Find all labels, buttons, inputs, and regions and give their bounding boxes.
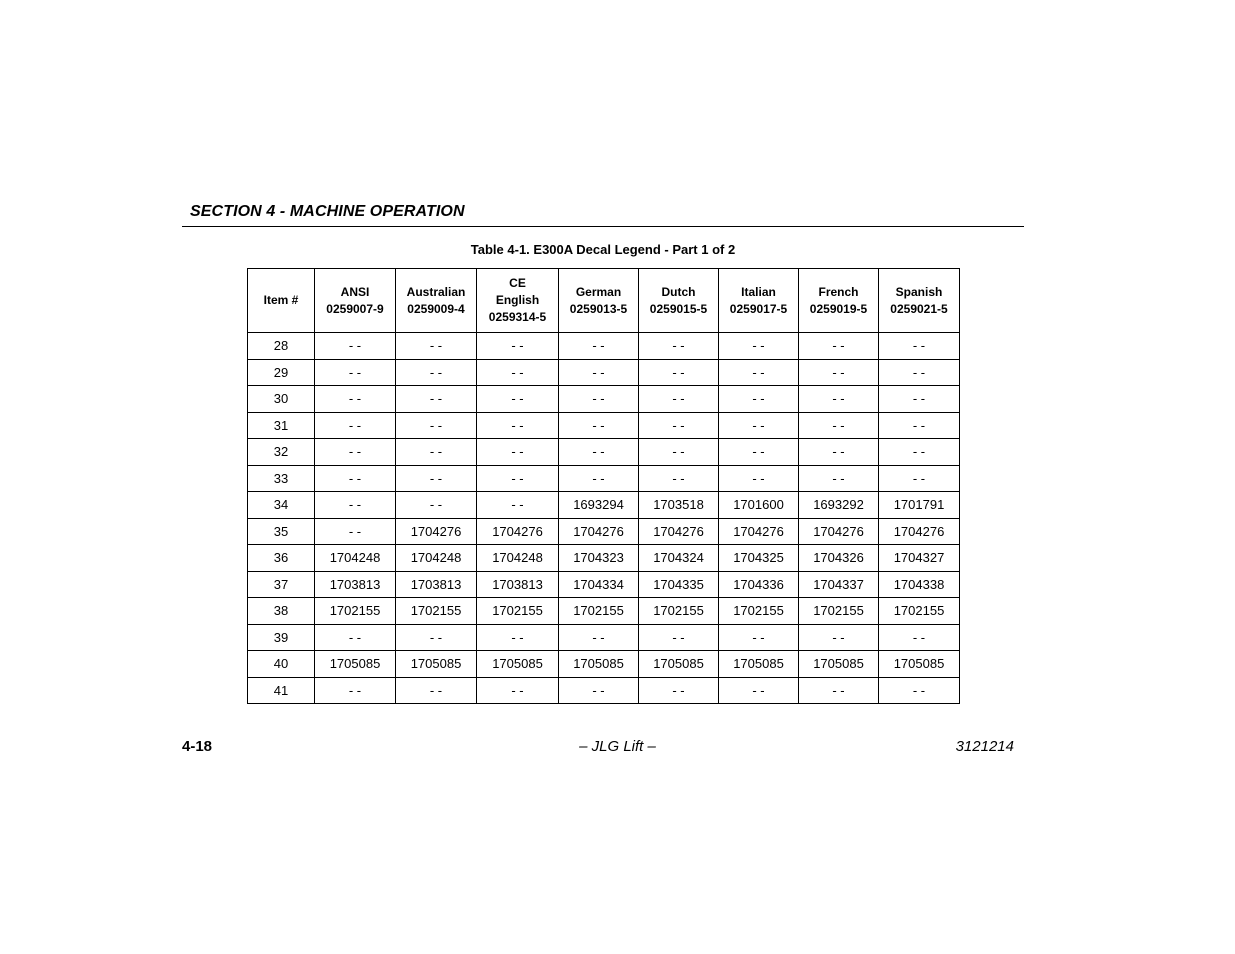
decal-number-cell: - - [396, 465, 477, 492]
column-header [719, 269, 799, 333]
decal-number-cell: - - [879, 439, 960, 466]
decal-number-cell: 1703813 [477, 571, 559, 598]
item-number-cell: 28 [248, 333, 315, 360]
decal-number-cell: - - [477, 439, 559, 466]
decal-number-cell: 1702155 [477, 598, 559, 625]
decal-number-cell: - - [639, 359, 719, 386]
decal-number-cell: 1704276 [639, 518, 719, 545]
decal-number-cell: 1705085 [396, 651, 477, 678]
column-header-line2: 0259009-4 [407, 301, 465, 316]
decal-number-cell: - - [396, 412, 477, 439]
column-header-item [248, 269, 315, 333]
item-number-cell: 40 [248, 651, 315, 678]
decal-number-cell: 1702155 [639, 598, 719, 625]
table-row [248, 492, 960, 519]
decal-number-cell: - - [639, 333, 719, 360]
item-number-cell: 38 [248, 598, 315, 625]
item-number-cell: 31 [248, 412, 315, 439]
decal-number-cell: - - [559, 412, 639, 439]
decal-number-cell: - - [315, 624, 396, 651]
item-number-cell: 35 [248, 518, 315, 545]
decal-number-cell: 1704324 [639, 545, 719, 572]
decal-number-cell: - - [477, 333, 559, 360]
decal-legend-table [247, 268, 960, 704]
decal-number-cell: - - [477, 677, 559, 704]
decal-number-cell: 1705085 [719, 651, 799, 678]
section-title: SECTION 4 - MACHINE OPERATION [190, 203, 465, 220]
column-header-line1: Spanish [895, 284, 943, 299]
column-header-line1: ANSI [340, 284, 370, 299]
decal-number-cell: - - [799, 439, 879, 466]
decal-number-cell: - - [639, 386, 719, 413]
decal-number-cell: - - [559, 677, 639, 704]
decal-number-cell: 1704276 [879, 518, 960, 545]
decal-number-cell: 1705085 [477, 651, 559, 678]
decal-number-cell: 1702155 [396, 598, 477, 625]
decal-number-cell: - - [879, 386, 960, 413]
table-row [248, 518, 960, 545]
decal-number-cell: - - [719, 333, 799, 360]
decal-number-cell: - - [477, 492, 559, 519]
table-row [248, 439, 960, 466]
decal-number-cell: 1702155 [719, 598, 799, 625]
decal-number-cell: 1704336 [719, 571, 799, 598]
decal-number-cell: 1702155 [879, 598, 960, 625]
table-row [248, 598, 960, 625]
document-number: 3121214 [955, 738, 1014, 755]
decal-number-cell: 1704326 [799, 545, 879, 572]
decal-number-cell: - - [315, 439, 396, 466]
item-number-cell: 39 [248, 624, 315, 651]
decal-number-cell: - - [799, 333, 879, 360]
column-header-line2: 0259007-9 [326, 301, 384, 316]
table-row [248, 333, 960, 360]
decal-number-cell: - - [719, 386, 799, 413]
decal-number-cell: 1704338 [879, 571, 960, 598]
column-header-line2: 0259021-5 [890, 301, 948, 316]
decal-number-cell: - - [315, 518, 396, 545]
decal-number-cell: - - [315, 359, 396, 386]
decal-number-cell: - - [396, 359, 477, 386]
decal-number-cell: - - [879, 624, 960, 651]
item-number-cell: 34 [248, 492, 315, 519]
column-header [799, 269, 879, 333]
decal-number-cell: 1701600 [719, 492, 799, 519]
decal-number-cell: - - [719, 439, 799, 466]
column-header-line2: 0259019-5 [809, 301, 868, 316]
decal-number-cell: 1702155 [559, 598, 639, 625]
decal-number-cell: - - [477, 386, 559, 413]
decal-number-cell: - - [719, 359, 799, 386]
column-header [879, 269, 960, 333]
decal-number-cell: 1704248 [477, 545, 559, 572]
footer-center-text: – JLG Lift – [579, 738, 656, 755]
column-header-line2: English [495, 293, 540, 307]
decal-number-cell: - - [559, 359, 639, 386]
column-header [396, 269, 477, 333]
table-row [248, 465, 960, 492]
decal-number-cell: 1704248 [315, 545, 396, 572]
decal-number-cell: - - [559, 439, 639, 466]
decal-number-cell: 1703518 [639, 492, 719, 519]
item-number-cell: 41 [248, 677, 315, 704]
decal-number-cell: - - [879, 677, 960, 704]
decal-number-cell: - - [639, 439, 719, 466]
decal-number-cell: - - [559, 386, 639, 413]
decal-number-cell: - - [559, 333, 639, 360]
decal-number-cell: 1704276 [719, 518, 799, 545]
column-header [559, 269, 639, 333]
decal-number-cell: 1705085 [639, 651, 719, 678]
decal-number-cell: - - [315, 465, 396, 492]
column-header [477, 269, 559, 333]
decal-number-cell: - - [639, 412, 719, 439]
table-row [248, 386, 960, 413]
decal-number-cell: 1704276 [799, 518, 879, 545]
decal-number-cell: 1702155 [799, 598, 879, 625]
item-number-cell: 29 [248, 359, 315, 386]
decal-number-cell: - - [559, 624, 639, 651]
item-number-cell: 33 [248, 465, 315, 492]
header-row [248, 269, 960, 333]
table-header [248, 269, 960, 333]
decal-number-cell: - - [879, 412, 960, 439]
decal-number-cell: 1693292 [799, 492, 879, 519]
decal-number-cell: - - [396, 439, 477, 466]
decal-number-cell: - - [799, 359, 879, 386]
table-row [248, 651, 960, 678]
table-row [248, 359, 960, 386]
table-row [248, 571, 960, 598]
decal-number-cell: - - [315, 492, 396, 519]
column-header-line3: 0259314-5 [488, 310, 547, 324]
decal-number-cell: - - [639, 677, 719, 704]
decal-number-cell: - - [719, 677, 799, 704]
decal-number-cell: - - [477, 359, 559, 386]
decal-number-cell: 1704334 [559, 571, 639, 598]
decal-number-cell: - - [315, 386, 396, 413]
column-header-line1: Italian [741, 284, 776, 299]
item-number-cell: 30 [248, 386, 315, 413]
decal-number-cell: - - [396, 333, 477, 360]
decal-number-cell: - - [477, 624, 559, 651]
column-header-line2: 0259017-5 [729, 301, 788, 316]
table-body [248, 333, 960, 704]
column-header-line1: CE [509, 276, 526, 290]
decal-number-cell: - - [477, 412, 559, 439]
decal-number-cell: - - [396, 386, 477, 413]
decal-number-cell: - - [559, 465, 639, 492]
decal-number-cell: - - [315, 412, 396, 439]
decal-number-cell: - - [639, 465, 719, 492]
decal-number-cell: - - [396, 492, 477, 519]
table-row [248, 412, 960, 439]
decal-number-cell: - - [639, 624, 719, 651]
page-number: 4-18 [182, 738, 213, 755]
decal-number-cell: - - [396, 624, 477, 651]
table-row [248, 624, 960, 651]
decal-number-cell: 1702155 [315, 598, 396, 625]
item-number-cell: 32 [248, 439, 315, 466]
column-header-line2: 0259015-5 [649, 301, 708, 316]
decal-number-cell: - - [879, 333, 960, 360]
decal-number-cell: 1704327 [879, 545, 960, 572]
decal-number-cell: - - [719, 412, 799, 439]
decal-number-cell: 1705085 [879, 651, 960, 678]
decal-number-cell: 1704276 [396, 518, 477, 545]
item-number-cell: 37 [248, 571, 315, 598]
decal-number-cell: 1704248 [396, 545, 477, 572]
column-header-line1: Australian [406, 284, 466, 299]
decal-number-cell: - - [719, 465, 799, 492]
decal-number-cell: - - [315, 677, 396, 704]
column-header-line1: French [818, 284, 859, 299]
decal-number-cell: 1704323 [559, 545, 639, 572]
decal-number-cell: 1705085 [559, 651, 639, 678]
decal-number-cell: - - [799, 465, 879, 492]
column-header-line1: Dutch [661, 284, 696, 299]
decal-number-cell: 1703813 [396, 571, 477, 598]
decal-number-cell: 1705085 [799, 651, 879, 678]
decal-number-cell: 1704337 [799, 571, 879, 598]
header-rule [182, 226, 1024, 227]
decal-number-cell: - - [799, 386, 879, 413]
decal-number-cell: 1693294 [559, 492, 639, 519]
decal-number-cell: - - [719, 624, 799, 651]
decal-number-cell: - - [799, 677, 879, 704]
table-row [248, 677, 960, 704]
decal-number-cell: 1701791 [879, 492, 960, 519]
column-header-line1: Item # [263, 293, 299, 307]
decal-number-cell: - - [396, 677, 477, 704]
decal-number-cell: - - [799, 412, 879, 439]
table-caption: Table 4-1. E300A Decal Legend - Part 1 of 2 [470, 242, 736, 257]
decal-number-cell: - - [477, 465, 559, 492]
column-header-line2: 0259013-5 [569, 301, 628, 316]
decal-number-cell: - - [315, 333, 396, 360]
column-header [639, 269, 719, 333]
decal-number-cell: 1704276 [559, 518, 639, 545]
decal-number-cell: - - [879, 465, 960, 492]
item-number-cell: 36 [248, 545, 315, 572]
table-row [248, 545, 960, 572]
column-header [315, 269, 396, 333]
decal-number-cell: 1704325 [719, 545, 799, 572]
decal-number-cell: 1704335 [639, 571, 719, 598]
decal-number-cell: 1704276 [477, 518, 559, 545]
decal-number-cell: - - [799, 624, 879, 651]
decal-number-cell: - - [879, 359, 960, 386]
decal-number-cell: 1703813 [315, 571, 396, 598]
decal-number-cell: 1705085 [315, 651, 396, 678]
column-header-line1: German [575, 284, 622, 299]
